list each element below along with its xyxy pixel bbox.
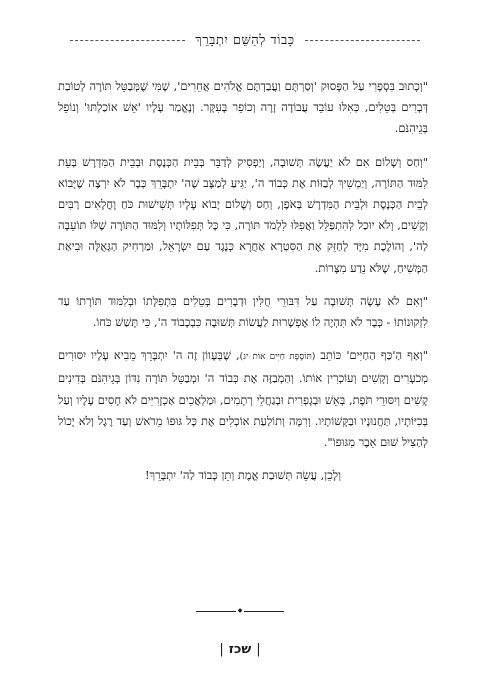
paragraph-3: "וְאִם לֹא עָשָׂה תְּשׁוּבָה עַל דִּבּוּרֵי חֻלִּין וּדְבָרִים בְּטֵלִים בִּתְפִלָּתוֹ וּבְלִמּוּד תּוֹרָתוֹ עַד לִזְקוּנוֹתוֹ - כְּבָר לֹא תִּהְיֶה לוֹ אֶפְשָׁרוּת לַעֲשׂוֹת תְּשׁוּבָה כִּבְכָבוֹד ה', כִּי תָּשַׁשׁ כֹּחוֹ.	[58, 293, 428, 330]
page-number-bar-left: |	[219, 642, 224, 657]
main-text	[58, 76, 428, 498]
header-dash-left	[70, 40, 185, 41]
page-number-text: שכז	[228, 642, 252, 657]
ornament-line-left	[196, 611, 236, 612]
closing-line: וְלָכֵן, עֲשֵׂה תְּשׁוּבַת אֱמֶת וְתֵן כָּבוֹד לַה' יִתְבָּרֵךְ!	[144, 468, 342, 483]
paragraph-2: "וְחַס וְשָׁלוֹם אִם לֹא יַעֲשֶׂה תְּשׁוּבָה, וְיַפְסִיק לְדַבֵּר בְּבֵית הַכְּנֶסֶת וּבְבֵית הַמִּדְרָשׁ בְּעֵת לִמּוּד הַתּוֹרָה, וְיַמְשִׁיךְ לְבַזּוֹת אֶת כְּבוֹד ה', יַגִּיעַ לְמַצָּב שֶׁה' יִתְבָּרֵךְ כְּבָר לֹא יִרְצֶה שֶׁיָּבוֹא לְבֵית הַכְּנֶסֶת וּלְבֵית הַמִּדְרָשׁ בְּאֹפֶן, וְחַס וְשָׁלוֹם יָבוֹא עָלָיו תְּשִׁישׁוּת כֹּחַ וָחֳלָאִים רַבִּים וְקָשִׁים, וְלֹא יוּכַל לְהִתְפַּלֵּל וַאֲפִלּוּ לִלְמֹד תּוֹרָה, כִּי כָּל תְּפִלּוֹתָיו וְלִמּוּד הַתּוֹרָה שֶׁלּוֹ תּוֹעֵבָה לַה', וְהוֹלֶכֶת מִיָּד לְחַזֵּק אֶת הַסִּטְרָא אַחֲרָא כְּנֶגֶד עַם יִשְׂרָאֵל, וּמַרְחִיק הַגְּאֻלָּה וּבִיאַת הַמָּשִׁיחַ, שֶׁלֹּא נֵדַע מִצָּרוֹת.	[58, 154, 428, 275]
source-citation: (תּוֹסֶפֶת חַיִּים אוֹת יג)	[239, 352, 316, 363]
header-title: כָּבוֹד לְהַשֵּׁם יִתְבָּרֵךְ	[195, 33, 295, 48]
paragraph-4	[58, 345, 428, 453]
paragraph-4-rest: , שֶׁבְּעָווֹן זֶה ה' יִתְבָּרֵךְ מֵבִיא עָלָיו יִסּוּרִים מְכֹעָרִים וְקָשִׁים וְעוֹכְרִין אוֹתוֹ. וְהַמְבַזֶּה אֶת כְּבוֹד ה' וּמְבַטֵּל תּוֹרָה נִדּוֹן בְּגֵיהִנֹּם בְּדִינִים קָשִׁים וְיִסּוּרֵי תֹּפֶת, בְּאֵשׁ וּבְגָפְרִית וּבְגַחֲלֵי רְתָמִים, וּמַלְאֲכִים אַכְזָרִיִּים לֹא חָסִים עָלָיו וְעַל בְּכִיּוֹתָיו, תַּחֲנוּנָיו וּבַקָּשׁוֹתָיו. וְרִמָּה וְתוֹלַעַת אוֹכְלִים אֶת כָּל גּוּפוֹ מֵרֹאשׁ וְעַד רֶגֶל וְלֹא יָכוֹל לְהַצִּיל שׁוּם אֵבֶר מִגּוּפוֹ".	[58, 348, 428, 450]
section-ornament	[196, 608, 284, 614]
page-number	[0, 642, 480, 657]
paragraph-1: "וְכָתוּב בִּסְפָרִי עַל הַפָּסוּק 'וְסַרְתֶּם וַעֲבַדְתֶּם אֱלֹהִים אֲחֵרִים', שֶׁמִּי שֶׁמְּבַטֵּל תּוֹרָה לְטוֹבַת דְּבָרִים בְּטֵלִים, כְּאִלּוּ עוֹבֵד עֲבוֹדָה זָרָה וְכוֹפֵר בָּעִקָּר. וְנֶאֱמַר עָלָיו 'אֵשׁ אוֹכַלְתּוּ' וְנוֹפֵל בְּגֵיהִנֹּם.	[58, 79, 428, 136]
diamond-icon: ◆	[237, 607, 243, 614]
header-dash-right	[305, 40, 420, 41]
ornament-line-right	[244, 611, 284, 612]
page-number-bar-right: |	[256, 642, 261, 657]
paragraph-4-lead: "וְאַף הַ'כַּף הַחַיִּים' כּוֹתֵב	[315, 348, 428, 363]
running-header	[70, 30, 420, 50]
